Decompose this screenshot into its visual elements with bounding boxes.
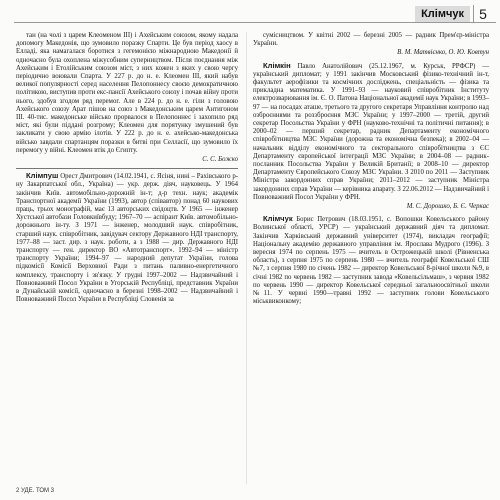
section-title: Клімчук <box>415 6 470 22</box>
entry-author: В. М. Матвієнко, О. Ю. Ковтун <box>397 49 489 57</box>
entry-body <box>253 62 489 202</box>
left-column <box>16 32 238 309</box>
entry-text: Орест Дмитрович (14.02.1941, с. Ясіня, нині – Рахівського р-ну Закарпатської обл., Україна) — укр. держ. діяч, науковець. У 1964 закінчив Київ. автомобільно-дорожній ін-т; д-р техн. наук; академік Транспортної академії України (1993), автор (співавтор) понад 60 наукових праць, трьох монографій, має 13 авторських свідоцтв. У 1965 — інженер Хустської автобази Головкиївбуду; 1967–70 — аспірант Київ. автомобільно-дорожнього ін-ту. З 1971 — інженер, молодший наук. співробітник, старший наук. співробітник, завідувач сектору Державного НДІ транспорту, 1977–88 — заст. дир. з наук. роботи, а з 1988 — дир. Державного НДІ транспорту — ген. директор ВО «Автотранспорт». 1992–94 — міністр транспорту України; 1994–97 — народний депутат України, голова підкомісії Комісії Верховної Ради з питань паливно-енергетичного комплексу, транспорту і зв'язку. У грудні 1997–2002 — Надзвичайний і Повноважний Посол України в Угорській Республіці, представник України в Дунайській комісії, одночасно в березні 1998–2002 — Надзвичайний і Повноважний Посол України в Республіці Словенія за <box>16 173 238 304</box>
entry-body <box>253 215 489 306</box>
entry-klimkin <box>253 62 489 212</box>
entry-text: сумісництвом. У квітні 2002 — березні 2005 — радник Прем'єр-міністра України. <box>253 32 489 48</box>
column-divider <box>246 32 247 484</box>
entry-author: М. С. Дорошко, Б. Є. Черкас <box>406 203 489 211</box>
page-footer: 2 УДЕ. ТОМ 3 <box>16 488 55 494</box>
entry-continuation <box>253 32 489 58</box>
entry-klimpush <box>16 172 238 304</box>
entry-text: Павло Анатолійович (25.12.1967, м. Курськ, РРФСР) — український дипломат; у 1991 закінчив Московський фізико-технічний ін-т, факультет аерофізики та космічних досліджень, спеціальність — фізика та прикладна математика. У 1991–93 — науковий співробітник Інституту електрозварювання ім. Є. О. Патона Національної академії наук України; в 1993–97 — на посадах аташе, третього та другого секретаря Управління контролю над озброєннями та роззброєння МЗС України; у 1997–2000 — третій, другий секретар Посольства України у ФРН (науково-технічні та політичні питання); в 2000–02 — перший секретар, радник Департаменту економічного співробітництва МЗС України (дорожна та економічна безпека); в 2002–04 — начальник відділу економічного та секторального співробітництва з ЄС Департаменту європейської інтеграції МЗС України; в 2004–08 — радник-посланник Посольства України у Великій Британії; в 2008–10 — директор Департаменту Європейського Союзу МЗС України. З 2010 по 2011 — Заступник Міністра закордонних справ України; 2011–2012 — заступник Міністра закордонних справ України — керівника апарату. З 22.06.2012 — Надзвичайний і Повноважний Посол України у ФРН. <box>253 62 489 201</box>
entry-headword: Клімпуш <box>26 171 59 181</box>
right-column <box>253 32 489 311</box>
header-rule <box>14 22 496 23</box>
page-header <box>0 0 500 24</box>
entry-text: Борис Петрович (18.03.1951, с. Вопошки Ковельського району Волинської області, УРСР) — український державний діяч та дипломат. Закінчив Харківський державний університет (1974), викладач географії; Національну академію державного управління ім. Ярослава Мудрого (1996). З вересня 1974 по серпень 1975 — вчитель в Острожецькій школі (Рівненська область), з серпня 1975 по серпень 1980 — вчитель географії Ковельської СШ №7, з серпня 1980 по січень 1982 — директор Ковельської 8-річної школи №9, в січні 1982 по червень 1982 — заступник завода «Ковельсільмаш», з червня 1982 по червень 1990 — директор Ковельської середньої загальноосвітньої школи №11. У червні 1990—травні 1992 — заступник голови Ковельського міськвиконкому; <box>253 216 489 306</box>
entry-continuation <box>16 32 238 164</box>
page-number: 5 <box>473 5 492 23</box>
entry-text: тан (на чолі з царем Клеоменом ІІІ) і Ахейським союзом, якому надала допомогу Македонія, що зумовило поразку Спарти. Це був період хаосу в Елладі, яка намагалася боротися з гегемонією міжнародною Македонії й одночасно була охоплена міжусобним суперництвом. Після поєднання між Ахейським і Етолійським союзом міст, з них кожен з яких у свою чергу періодично воювали Спарта. У 227 р. до н. е. Клеомен ІІІ, який набув великої популярності серед населення Пелопоннесу своєю демократичною політикою, виступив проти екс-пансії Ахейського союзу і почав війну проти нього, здобув згодом ряд перемог. Але в 224 р. до н. е. гіли з головою Ахейського союзу Арат пішов на союз з Македонським царем Антигоном ІІІ. 40-тис. македонське військо прорвалося в Пелопоннес і захопило ряд міст, які були піддані розгрому; Клеомен для порятунку змушений був закликати у свою армію ілотів. У 222 р. до н. е. ахейсько-македонська військо завдали спартанцям поразки в битві при Селласії, що зумовило їх перемогу у війні. Клеомен втік до Єгипту. <box>16 32 238 154</box>
entry-body <box>16 172 238 304</box>
entry-klimchuk <box>253 215 489 306</box>
entry-divider <box>16 168 238 169</box>
entry-author: С. С. Божко <box>202 156 238 164</box>
entry-headword: Клімкін <box>263 60 291 70</box>
entry-headword: Клімчук <box>263 214 293 224</box>
